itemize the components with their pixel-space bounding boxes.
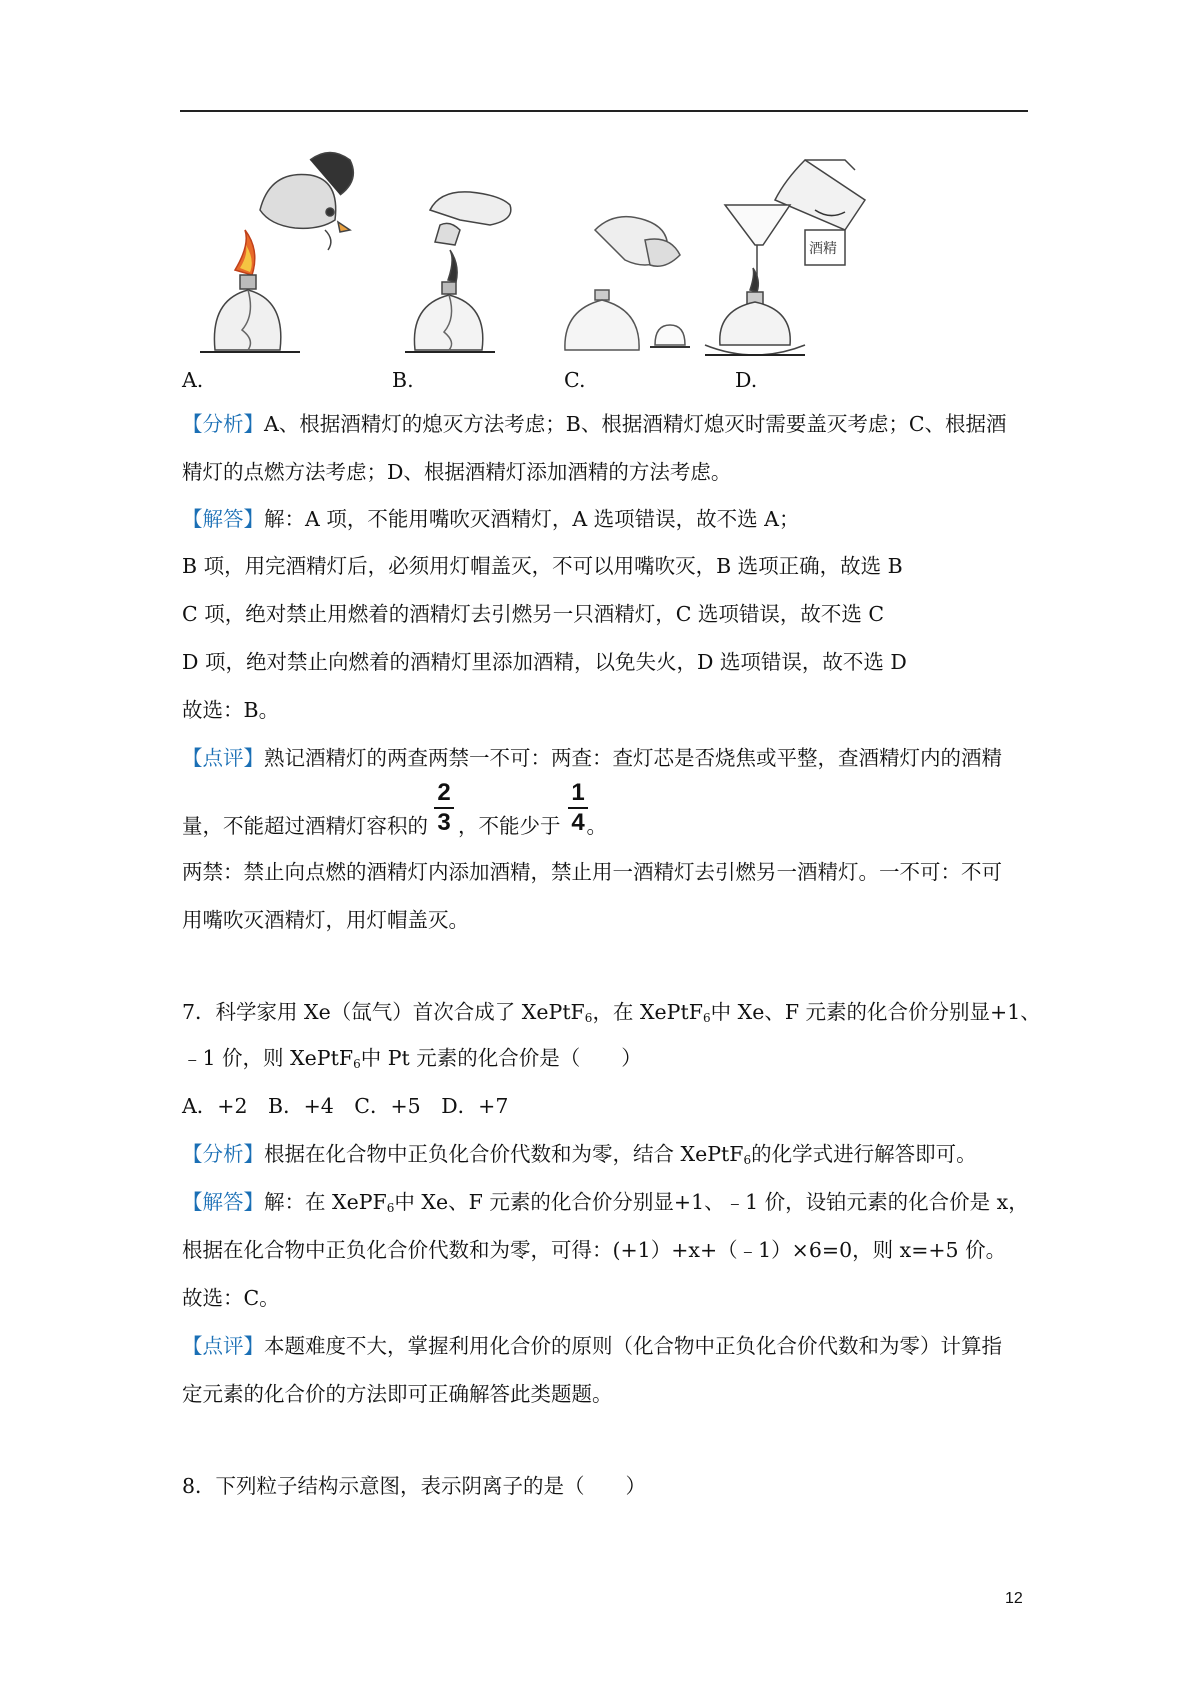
q6-answer-line3: C 项，绝对禁止用燃着的酒精灯去引燃另一只酒精灯，C 选项错误，故不选 C bbox=[182, 602, 885, 626]
header-rule bbox=[180, 110, 1028, 112]
q6-comment-text2b: ，不能少于 bbox=[458, 814, 561, 838]
q7-answer-line2: 根据在化合物中正负化合价代数和为零，可得：(+1）+x+（﹣1）×6=0，则 x=+5 价。 bbox=[182, 1238, 1007, 1262]
q6-answer-text1: 解：A 项，不能用嘴吹灭酒精灯，A 选项错误，故不选 A； bbox=[264, 507, 800, 531]
q7-stem-2b: 中 Pt 元素的化合价是（ ） bbox=[360, 1046, 642, 1070]
figure-label-b: B. bbox=[392, 368, 414, 392]
q6-answer-line1 bbox=[182, 505, 799, 533]
subscript-6: 6 bbox=[386, 1201, 395, 1215]
alcohol-lamp-figure bbox=[200, 150, 960, 390]
q8-stem: 8．下列粒子结构示意图，表示阴离子的是（ ） bbox=[182, 1474, 647, 1498]
q7-answer-line1 bbox=[182, 1188, 1029, 1222]
q6-comment-text2a: 量，不能超过酒精灯容积的 bbox=[182, 814, 428, 838]
answer-tag: 【解答】 bbox=[182, 507, 264, 531]
q7-analysis-line bbox=[182, 1140, 977, 1174]
figure-a-blowing-lamp bbox=[200, 153, 353, 353]
q6-analysis-line1 bbox=[182, 410, 1007, 438]
q7-stem-2a: ﹣1 价，则 XePtF bbox=[182, 1046, 354, 1070]
subscript-6: 6 bbox=[702, 1011, 711, 1025]
figure-b-capping-lamp bbox=[405, 192, 511, 352]
analysis-tag: 【分析】 bbox=[182, 412, 264, 436]
q6-analysis-text1: A、根据酒精灯的熄灭方法考虑；B、根据酒精灯熄灭时需要盖灭考虑；C、根据酒 bbox=[264, 412, 1007, 436]
comment-tag: 【点评】 bbox=[182, 1334, 264, 1358]
q6-answer-line2: B 项，用完酒精灯后，必须用灯帽盖灭，不可以用嘴吹灭，B 选项正确，故选 B bbox=[182, 554, 903, 578]
subscript-6: 6 bbox=[353, 1057, 361, 1071]
q7-stem-1b: ，在 XePtF bbox=[592, 1000, 703, 1024]
figure-label-d: D. bbox=[735, 368, 758, 392]
q7-stem-line1 bbox=[182, 998, 1041, 1032]
subscript-6: 6 bbox=[743, 1153, 752, 1167]
subscript-6: 6 bbox=[584, 1011, 593, 1025]
fraction-two-thirds bbox=[434, 780, 454, 836]
q7-analysis-b: 的化学式进行解答即可。 bbox=[751, 1142, 977, 1166]
q6-analysis-line2: 精灯的点燃方法考虑；D、根据酒精灯添加酒精的方法考虑。 bbox=[182, 460, 732, 484]
q7-comment-text1: 本题难度不大，掌握利用化合价的原则（化合物中正负化合价代数和为零）计算指 bbox=[264, 1334, 1002, 1358]
fraction-denominator: 3 bbox=[437, 809, 451, 836]
fraction-one-quarter bbox=[568, 780, 588, 836]
fraction-denominator: 4 bbox=[571, 809, 585, 836]
figure-d-adding-alcohol bbox=[705, 160, 865, 355]
q7-stem-1c: 中 Xe、F 元素的化合价分别显+1、 bbox=[710, 1000, 1041, 1024]
figure-c-lamp-to-lamp bbox=[565, 217, 690, 350]
q6-answer-line5: 故选：B。 bbox=[182, 698, 280, 722]
q7-options: A．+2 B．+4 C．+5 D．+7 bbox=[182, 1094, 509, 1118]
q7-stem-1a: 7．科学家用 Xe（氙气）首次合成了 XePtF bbox=[182, 1000, 585, 1024]
q6-answer-line4: D 项，绝对禁止向燃着的酒精灯里添加酒精，以免失火，D 选项错误，故不选 D bbox=[182, 650, 907, 674]
figure-label-c: C. bbox=[564, 368, 586, 392]
answer-tag: 【解答】 bbox=[182, 1190, 264, 1214]
fraction-numerator: 2 bbox=[437, 779, 451, 806]
q6-comment-line4: 用嘴吹灭酒精灯，用灯帽盖灭。 bbox=[182, 908, 469, 932]
d-bottle-label: 酒精 bbox=[809, 241, 837, 257]
q7-stem-line2 bbox=[182, 1044, 642, 1078]
comment-tag: 【点评】 bbox=[182, 746, 264, 770]
fraction-numerator: 1 bbox=[571, 779, 585, 806]
q7-answer-1a: 解：在 XePF bbox=[264, 1190, 387, 1214]
figure-label-a: A. bbox=[182, 368, 204, 392]
analysis-tag: 【分析】 bbox=[182, 1142, 264, 1166]
q7-answer-1b: 中 Xe、F 元素的化合价分别显+1、﹣1 价，设铂元素的化合价是 x， bbox=[394, 1190, 1029, 1214]
page-number: 12 bbox=[1005, 1590, 1023, 1607]
q7-answer-line3: 故选：C。 bbox=[182, 1286, 280, 1310]
q7-analysis-a: 根据在化合物中正负化合价代数和为零，结合 XePtF bbox=[264, 1142, 744, 1166]
q7-comment-line2: 定元素的化合价的方法即可正确解答此类题题。 bbox=[182, 1382, 613, 1406]
q6-comment-text2c: 。 bbox=[586, 814, 607, 838]
q6-comment-line2 bbox=[182, 809, 607, 840]
q6-comment-line1 bbox=[182, 744, 1002, 772]
q6-comment-text1: 熟记酒精灯的两查两禁一不可：两查：查灯芯是否烧焦或平整，查酒精灯内的酒精 bbox=[264, 746, 1002, 770]
q6-comment-line3: 两禁：禁止向点燃的酒精灯内添加酒精，禁止用一酒精灯去引燃另一酒精灯。一不可：不可 bbox=[182, 860, 1002, 884]
q7-comment-line1 bbox=[182, 1332, 1002, 1360]
